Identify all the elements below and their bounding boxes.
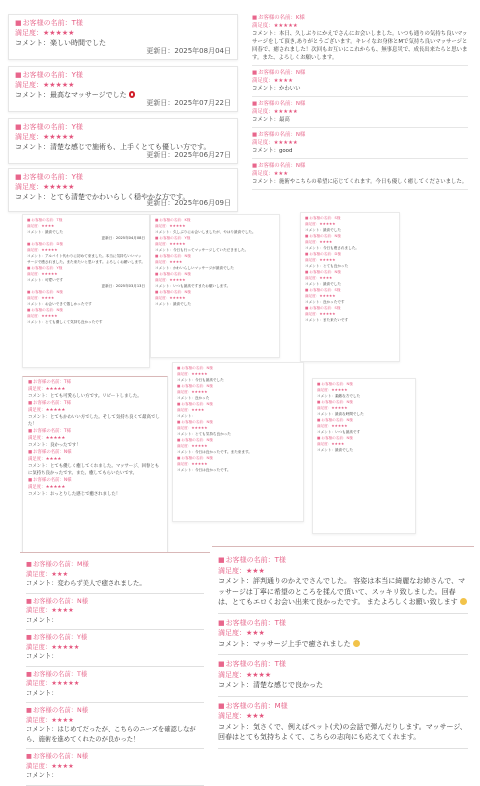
reviewer-name: ■ お客様の名前：N様 <box>317 381 411 387</box>
review-item <box>155 217 275 235</box>
reviewer-name: ■ お客様の名前：N様 <box>177 455 299 461</box>
reviewer-name: ■ お客様の名前：N様 <box>26 706 204 716</box>
review-item <box>218 614 468 656</box>
review-item <box>218 655 468 697</box>
comment-row: コメント：おっとりした感じで癒されました！ <box>28 492 121 497</box>
star-rating: ★★★★★ <box>41 272 58 276</box>
review-item <box>252 128 468 159</box>
reviewer-name: ■ お客様の名前：N様 <box>252 69 468 77</box>
star-rating: ★★★★★ <box>319 222 336 226</box>
review-item <box>155 235 275 253</box>
comment-row: コメント：とても可愛らしい方です。リピートしました。 <box>28 394 142 399</box>
comment-row: コメント：今日も癒されました。 <box>305 246 359 250</box>
star-rating: ★★★★★ <box>169 242 186 246</box>
comment-row: コメント：今日も最高でした <box>177 378 224 382</box>
reviewer-name: ■ お客様の名前：S様 <box>305 287 395 293</box>
reviewer-name: ■ お客様の名前：Y様 <box>15 122 231 132</box>
review-card <box>8 14 238 60</box>
star-rating: ★★★★★ <box>191 426 208 430</box>
satisfaction-row <box>15 80 231 90</box>
satisfaction-label: 満足度： <box>27 296 42 300</box>
review-item <box>27 217 145 241</box>
reviewer-name: ■ お客様の名前：N様 <box>252 100 468 108</box>
reviewer-name: ■ お客様の名前：N様 <box>28 477 162 484</box>
reviewer-name: ■ お客様の名前：N様 <box>28 449 162 456</box>
comment-row: コメント：はじめてだったが、こちらのニーズを確認しながら、施術を進めてくれたのが良かった！ <box>26 726 196 743</box>
comment-row: コメント：最高でした <box>305 282 341 286</box>
reviewer-name: ■ お客様の名前：N様 <box>26 597 204 607</box>
review-item <box>27 265 145 289</box>
reviewer-name: ■ お客様の名前：N様 <box>305 269 395 275</box>
review-item <box>28 477 162 498</box>
comment-row: コメント：清楚な感じで良かった <box>218 681 323 689</box>
review-list-top-right <box>246 8 474 206</box>
satisfaction-label: 満足度： <box>218 712 246 720</box>
star-rating: ★★★★★ <box>331 424 348 428</box>
reviewer-name: ■ お客様の名前：N様 <box>177 419 299 425</box>
satisfaction-label: 満足度： <box>317 406 332 410</box>
star-rating: ★★★★★ <box>191 390 208 394</box>
satisfaction-label: 満足度： <box>26 762 52 770</box>
satisfaction-label: 満足度： <box>317 442 332 446</box>
satisfaction-label: 満足度： <box>252 23 274 29</box>
reviewer-name: ■ お客様の名前：N様 <box>177 383 299 389</box>
satisfaction-label: 満足度： <box>317 424 332 428</box>
review-list-tiny-left <box>22 214 150 368</box>
satisfaction-row <box>252 77 468 85</box>
satisfaction-label: 満足度： <box>155 278 170 282</box>
review-item <box>155 253 275 271</box>
comment-row: コメント：マッサージ上手で癒されました <box>218 639 468 650</box>
star-rating: ★★★★★ <box>43 133 75 141</box>
satisfaction-row <box>26 606 204 616</box>
review-item <box>305 215 395 233</box>
star-rating: ★★★★★ <box>41 314 58 318</box>
review-item <box>28 400 162 428</box>
satisfaction-label: 満足度： <box>177 408 192 412</box>
reviewer-name: ■ お客様の名前：N様 <box>252 162 468 170</box>
satisfaction-label: 満足度： <box>305 222 320 226</box>
reviewer-name: ■ お客様の名前：D様 <box>305 251 395 257</box>
review-item <box>28 449 162 477</box>
star-rating: ★★★★ <box>51 607 74 614</box>
satisfaction-label: 満足度： <box>26 570 52 578</box>
star-rating: ★★★★★ <box>43 29 75 37</box>
review-item <box>26 594 204 631</box>
reviewer-name: ■ お客様の名前：T様 <box>218 555 468 566</box>
comment-row: コメント：最高でした <box>27 230 63 234</box>
review-item <box>177 437 299 455</box>
star-rating: ★★★★ <box>331 442 345 446</box>
satisfaction-row <box>252 22 468 30</box>
review-item <box>305 233 395 251</box>
reviewer-name: ■ お客様の名前：N様 <box>27 307 145 313</box>
satisfaction-label: 満足度： <box>26 643 52 651</box>
smile-emoji-icon <box>460 598 467 605</box>
comment-row: コメント： <box>177 414 195 418</box>
review-item <box>177 383 299 401</box>
reviewer-name: ■ お客様の名前：N様 <box>155 289 275 295</box>
star-rating: ★★★ <box>246 566 265 575</box>
satisfaction-label: 満足度： <box>26 716 52 724</box>
review-item <box>218 697 468 749</box>
updated-date: 更新日：2025年07月22日 <box>146 99 231 107</box>
reviewer-name: ■ お客様の名前：N様 <box>177 365 299 371</box>
review-list-tiny-center <box>172 362 304 522</box>
review-item <box>252 97 468 128</box>
satisfaction-label: 満足度： <box>15 183 43 191</box>
star-rating: ★★★★★ <box>169 278 186 282</box>
satisfaction-row <box>218 566 468 577</box>
review-item <box>177 401 299 419</box>
reviewer-name: ■ お客様の名前：T様 <box>28 379 162 386</box>
review-item <box>252 66 468 97</box>
satisfaction-label: 満足度： <box>218 566 246 575</box>
star-rating: ★★★★ <box>191 408 205 412</box>
comment-row: コメント：今日も行ってマッサージしていただきました。 <box>155 248 249 252</box>
star-rating: ★★★★ <box>41 224 55 228</box>
satisfaction-label: 満足度： <box>155 224 170 228</box>
reviewer-name: ■ お客様の名前：N様 <box>155 271 275 277</box>
reviewer-name: ■ お客様の名前：N様 <box>317 399 411 405</box>
updated-date: 更新日：2025年06月27日 <box>146 151 231 159</box>
comment-row: コメント：変わらず美人で癒されました。 <box>26 580 146 587</box>
reviewer-name: ■ お客様の名前：Y様 <box>26 633 204 643</box>
comment-row: コメント：いつも最高です <box>317 430 361 434</box>
review-item <box>26 630 204 667</box>
review-item <box>305 269 395 287</box>
satisfaction-label: 満足度： <box>305 312 320 316</box>
comment-row: コメント： <box>26 653 58 660</box>
review-item <box>305 251 395 269</box>
reviewer-name: ■ お客様の名前：D様 <box>27 241 145 247</box>
satisfaction-label: 満足度： <box>15 29 43 37</box>
reviewer-name: ■ お客様の名前：N様 <box>305 233 395 239</box>
satisfaction-row <box>218 670 468 681</box>
star-rating: ★★★★★ <box>319 294 336 298</box>
reviewer-name: ■ お客様の名前：N様 <box>26 752 204 762</box>
satisfaction-label: 満足度： <box>155 296 170 300</box>
reviewer-name: ■ お客様の名前：T様 <box>28 400 162 407</box>
review-item <box>317 417 411 435</box>
reviewer-name: ■ お客様の名前：T様 <box>27 217 145 223</box>
review-item <box>252 11 468 66</box>
satisfaction-label: 満足度： <box>177 426 192 430</box>
comment-row: コメント：良かった <box>177 396 210 400</box>
review-list-mid-left <box>22 376 168 554</box>
comment-row: コメント：とても優しく癒してくれました。マッサージ、回春ともに気持ち良かったです。また、癒してもらいたいです。 <box>28 464 160 476</box>
review-item <box>27 307 145 325</box>
comment-row: コメント：かわいらしいマッサージが最高でした <box>155 266 234 270</box>
satisfaction-row <box>26 679 204 689</box>
satisfaction-label: 満足度： <box>27 224 42 228</box>
review-item <box>305 287 395 305</box>
review-item <box>27 289 145 307</box>
comment-row: コメント：気さくで、例えばペット(犬)の会話で弾んだりします。マッサージ、回春はとても気持ちよくて、こちらの志向にも応えてくれます。 <box>218 722 467 741</box>
satisfaction-row <box>28 407 162 414</box>
star-rating: ★★★★★ <box>51 643 80 651</box>
review-list-tiny-right <box>300 212 400 362</box>
comment-row: コメント：とても良かった <box>305 264 349 268</box>
reviewer-name: ■ お客様の名前：K様 <box>252 14 468 22</box>
satisfaction-row <box>28 386 162 393</box>
satisfaction-label: 満足度： <box>155 260 170 264</box>
reviewer-name: ■ お客様の名前：N様 <box>177 401 299 407</box>
satisfaction-row <box>218 711 468 722</box>
satisfaction-label: 満足度： <box>27 272 42 276</box>
comment-row: コメント：good <box>252 148 293 154</box>
review-item <box>155 289 275 307</box>
reviewer-name: ■ お客様の名前：T様 <box>218 618 468 629</box>
comment-row: コメント：お会いできて嬉しかったです <box>27 302 92 306</box>
reviewer-name: ■ お客様の名前：T様 <box>218 659 468 670</box>
satisfaction-label: 満足度： <box>28 408 46 413</box>
satisfaction-row <box>26 570 204 580</box>
review-item <box>26 667 204 704</box>
updated-date: 更新日：2025年04月08日 <box>101 236 145 240</box>
comment-row: コメント： <box>26 772 58 779</box>
reviewer-name: ■ お客様の名前：N様 <box>317 417 411 423</box>
review-item <box>26 703 204 749</box>
star-rating: ★★★★★ <box>273 140 298 146</box>
red-circle-icon <box>129 91 136 98</box>
review-item <box>305 305 395 323</box>
review-card <box>8 66 238 112</box>
star-rating: ★★★★★ <box>191 372 208 376</box>
satisfaction-label: 満足度： <box>252 78 274 84</box>
updated-date: 更新日：2025年03月13日 <box>101 284 145 288</box>
satisfaction-label: 満足度： <box>27 248 42 252</box>
reviewer-name: ■ お客様の名前：N様 <box>27 289 145 295</box>
reviewer-name: ■ お客様の名前：Y様 <box>27 265 145 271</box>
comment-row: コメント：評判通りのかえでさんでした。 容姿は本当に綺麗なお姉さんで、マッサージは丁寧に希望のところを揉んで頂いて、スッキリ致しました。回春は、とてもエロくお会い出来て良かったです。 またよろしくお願い致します <box>218 577 466 606</box>
satisfaction-row <box>28 456 162 463</box>
satisfaction-label: 満足度： <box>28 457 46 462</box>
star-rating: ★★★ <box>51 570 69 578</box>
comment-row: コメント：施術やこちらの希望に応じてくれます。今日も優しく癒してくださいました。 <box>252 179 468 185</box>
comment-row: コメント：最高な時間でした <box>317 412 364 416</box>
review-item <box>317 435 411 453</box>
comment-row: コメント：かわいい <box>252 86 301 92</box>
review-list-tiny-far-right <box>312 378 416 534</box>
star-rating: ★★★ <box>246 712 265 720</box>
satisfaction-row <box>252 108 468 116</box>
star-rating: ★★★ <box>273 171 289 177</box>
satisfaction-row <box>26 716 204 726</box>
reviewer-name: ■ お客様の名前：K様 <box>155 217 275 223</box>
satisfaction-label: 満足度： <box>305 294 320 298</box>
satisfaction-label: 満足度： <box>317 388 332 392</box>
satisfaction-row <box>26 762 204 772</box>
reviewer-name: ■ お客様の名前：N様 <box>155 253 275 259</box>
satisfaction-row <box>218 628 468 639</box>
star-rating: ★★★★ <box>51 762 74 770</box>
star-rating: ★★★ <box>246 629 265 637</box>
smile-emoji-icon <box>353 640 360 647</box>
comment-row: コメント：可愛いです <box>27 278 63 282</box>
review-item <box>28 379 162 400</box>
star-rating: ★★★★ <box>169 260 183 264</box>
star-rating: ★★★★★ <box>45 387 66 392</box>
review-item <box>177 419 299 437</box>
reviewer-name: ■ お客様の名前：S様 <box>305 305 395 311</box>
star-rating: ★★★★★ <box>41 248 58 252</box>
satisfaction-label: 満足度： <box>252 140 274 146</box>
comment-row: コメント：素敵な方でした <box>317 394 361 398</box>
review-item <box>177 455 299 473</box>
satisfaction-row <box>15 28 231 38</box>
satisfaction-row <box>15 132 231 142</box>
satisfaction-label: 満足度： <box>28 485 46 490</box>
satisfaction-label: 満足度： <box>305 276 320 280</box>
review-item <box>26 749 204 786</box>
satisfaction-label: 満足度： <box>305 240 320 244</box>
star-rating: ★★★★★ <box>51 680 80 687</box>
comment-row: コメント：とてもかわいい方でした。そして気持ち良くて最高でした！ <box>28 415 160 427</box>
comment-row: コメント：清楚な感じで施術も、上手くとても優しい方です。 <box>15 143 211 151</box>
star-rating: ★★★★★ <box>191 462 208 466</box>
review-item <box>155 271 275 289</box>
satisfaction-row <box>15 182 231 192</box>
comment-row: コメント：楽しい時間でした <box>15 39 106 47</box>
star-rating: ★★★★★ <box>319 258 336 262</box>
star-rating: ★★★★ <box>45 457 62 462</box>
star-rating: ★★★★ <box>41 296 55 300</box>
star-rating: ★★★★★ <box>191 444 208 448</box>
review-item <box>177 365 299 383</box>
satisfaction-label: 満足度： <box>26 607 52 614</box>
comment-row: コメント：良かったです <box>305 300 345 304</box>
comment-row: コメント：最高でした <box>155 302 191 306</box>
review-item <box>26 557 204 594</box>
review-item <box>27 241 145 265</box>
review-card <box>8 118 238 164</box>
comment-row: コメント：とても気持ち良かった <box>177 432 231 436</box>
satisfaction-row <box>28 484 162 491</box>
reviewer-name: ■ お客様の名前：S様 <box>305 215 395 221</box>
satisfaction-label: 満足度： <box>218 629 246 637</box>
satisfaction-row <box>252 139 468 147</box>
satisfaction-label: 満足度： <box>27 314 42 318</box>
comment-row: コメント：今日は良かったです。また来ます。 <box>177 450 252 454</box>
satisfaction-label: 満足度： <box>305 258 320 262</box>
reviewer-name: ■ お客様の名前：M様 <box>218 701 468 712</box>
satisfaction-label: 満足度： <box>177 444 192 448</box>
star-rating: ★★★★★ <box>319 312 336 316</box>
comment-row: コメント：とても優しくて気持ち良かったです <box>27 320 103 324</box>
comment-row: コメント：今日は良かったです。 <box>177 468 231 472</box>
review-item <box>317 399 411 417</box>
star-rating: ★★★★ <box>273 78 293 84</box>
reviewer-name: ■ お客様の名前：Y様 <box>15 172 231 182</box>
reviewer-name: ■ お客様の名前：T様 <box>26 670 204 680</box>
star-rating: ★★★★★ <box>43 81 75 89</box>
star-rating: ★★★★★ <box>331 406 348 410</box>
reviewer-name: ■ お客様の名前：Y様 <box>155 235 275 241</box>
star-rating: ★★★★★ <box>169 224 186 228</box>
satisfaction-label: 満足度： <box>177 372 192 376</box>
satisfaction-row <box>252 170 468 178</box>
comment-row: コメント：良かったです！ <box>28 443 81 448</box>
star-rating: ★★★★★ <box>169 296 186 300</box>
comment-row: コメント：アルバイト代わりに初めて来ました。本当に気持ちいいマッサージで癒されました。また来たいと思います。よろしくお願いします。 <box>27 254 145 264</box>
reviewer-name: ■ お客様の名前：N様 <box>177 437 299 443</box>
star-rating: ★★★★★ <box>43 183 75 191</box>
star-rating: ★★★★★ <box>331 388 348 392</box>
satisfaction-label: 満足度： <box>26 680 52 687</box>
satisfaction-label: 満足度： <box>252 171 274 177</box>
reviewer-name: ■ お客様の名前：M様 <box>26 560 204 570</box>
review-list-bottom-left <box>20 552 210 779</box>
comment-row: コメント：最高でした <box>317 448 353 452</box>
review-card <box>8 168 238 212</box>
star-rating: ★★★★★ <box>273 109 298 115</box>
satisfaction-label: 満足度： <box>15 133 43 141</box>
comment-row: コメント：いつも最高ですまたお願いします。 <box>155 284 231 288</box>
satisfaction-label: 満足度： <box>218 670 246 679</box>
satisfaction-label: 満足度： <box>252 109 274 115</box>
star-rating: ★★★★ <box>319 240 333 244</box>
comment-row: コメント： <box>26 689 58 697</box>
star-rating: ★★★★ <box>319 276 333 280</box>
comment-row: コメント：最高でした <box>305 228 341 232</box>
satisfaction-label: 満足度： <box>155 242 170 246</box>
review-item <box>28 428 162 449</box>
comment-row: コメント：また来たいです <box>305 318 349 322</box>
comment-row: コメント：とても清楚でかわいらしく穏やかな方です。 <box>15 193 190 201</box>
comment-row: コメント：本日、久しぶりにかえでさんにお会いしました。いつも通りの気持ち良いマッサージをして頂き,ありがとうございます。キレイなお身体とMで気持ち良いマッサージと回春で、癒されました！次回もお互いにこれからも、無事息災で、成長出来たらと思います。また、よろしくお願いします。 <box>252 31 468 61</box>
star-rating: ★★★★★ <box>45 408 66 413</box>
comment-row: コメント： <box>26 616 58 624</box>
reviewer-name: ■ お客様の名前：N様 <box>317 435 411 441</box>
comment-row: コメント：最高 <box>252 117 290 123</box>
updated-date: 更新日：2025年06月09日 <box>146 199 231 207</box>
updated-date: 更新日：2025年08月04日 <box>146 47 231 55</box>
star-rating: ★★★★ <box>246 670 272 679</box>
satisfaction-label: 満足度： <box>177 462 192 466</box>
satisfaction-label: 満足度： <box>177 390 192 394</box>
review-item <box>317 381 411 399</box>
review-list-tiny-mid <box>150 214 280 358</box>
comment-row: コメント：久しぶりにお会いしましたが、やはり最高でした。 <box>155 230 256 234</box>
reviewer-name: ■ お客様の名前：Y様 <box>15 70 231 80</box>
satisfaction-row <box>28 435 162 442</box>
review-item <box>252 159 468 190</box>
satisfaction-row <box>26 643 204 653</box>
satisfaction-label: 満足度： <box>28 436 46 441</box>
reviewer-name: ■ お客様の名前：N様 <box>252 131 468 139</box>
star-rating: ★★★★★ <box>45 485 66 490</box>
star-rating: ★★★★★ <box>273 23 298 29</box>
satisfaction-label: 満足度： <box>15 81 43 89</box>
comment-row: コメント：最高なマッサージでした <box>15 90 231 100</box>
reviewer-name: ■ お客様の名前：T様 <box>15 18 231 28</box>
star-rating: ★★★★★ <box>45 436 66 441</box>
star-rating: ★★★★ <box>51 716 74 724</box>
reviewer-name: ■ お客様の名前：T様 <box>28 428 162 435</box>
review-item <box>218 551 468 614</box>
review-list-bottom-right <box>212 546 474 748</box>
satisfaction-label: 満足度： <box>28 387 46 392</box>
